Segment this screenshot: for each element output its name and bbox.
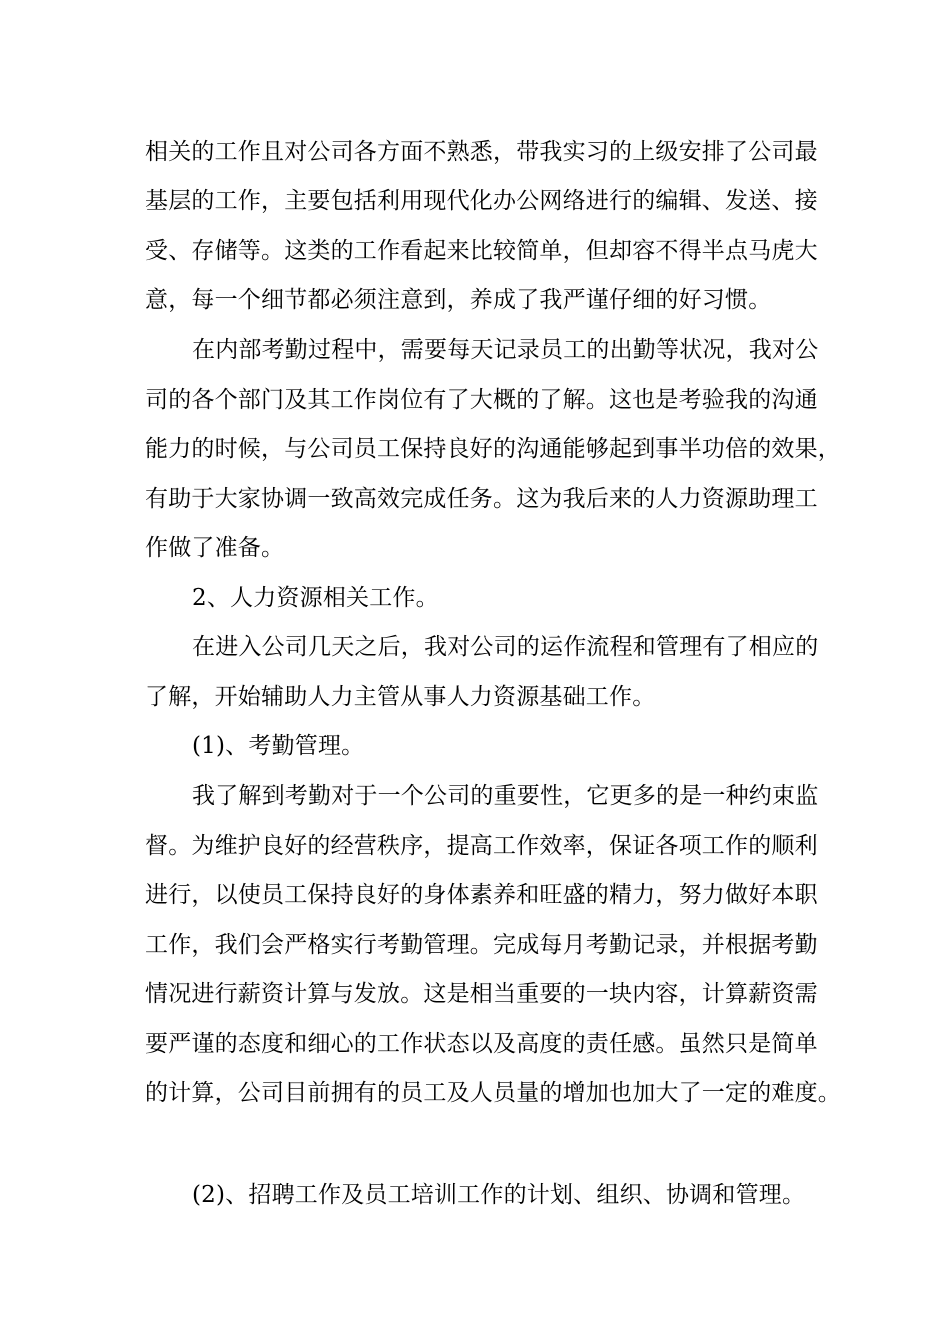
text-line: 在内部考勤过程中，需要每天记录员工的出勤等状况，我对公 xyxy=(192,337,819,363)
subsection-heading: (1)、考勤管理。 xyxy=(192,733,365,759)
text-line: 工作，我们会严格实行考勤管理。完成每月考勤记录，并根据考勤 xyxy=(145,932,818,958)
text-line: 的计算，公司目前拥有的员工及人员量的增加也加大了一定的难度。 xyxy=(145,1080,841,1106)
text-line: 能力的时候，与公司员工保持良好的沟通能够起到事半功倍的效果， xyxy=(145,436,841,462)
text-line: 作做了准备。 xyxy=(145,535,285,561)
section-heading: 2、人力资源相关工作。 xyxy=(192,585,439,611)
text-line: 基层的工作，主要包括利用现代化办公网络进行的编辑、发送、接 xyxy=(145,188,818,214)
text-line: 我了解到考勤对于一个公司的重要性，它更多的是一种约束监 xyxy=(192,783,819,809)
text-line: 情况进行薪资计算与发放。这是相当重要的一块内容，计算薪资需 xyxy=(145,981,818,1007)
text-line: 司的各个部门及其工作岗位有了大概的了解。这也是考验我的沟通 xyxy=(145,387,818,413)
subsection-heading: (2)、招聘工作及员工培训工作的计划、组织、协调和管理。 xyxy=(192,1182,806,1208)
text-line: 进行，以使员工保持良好的身体素养和旺盛的精力，努力做好本职 xyxy=(145,882,818,908)
text-line: 受、存储等。这类的工作看起来比较简单，但却容不得半点马虎大 xyxy=(145,238,818,264)
text-line: 有助于大家协调一致高效完成任务。这为我后来的人力资源助理工 xyxy=(145,486,818,512)
text-line: 在进入公司几天之后，我对公司的运作流程和管理有了相应的 xyxy=(192,634,819,660)
text-line: 要严谨的态度和细心的工作状态以及高度的责任感。虽然只是简单 xyxy=(145,1031,818,1057)
text-line: 相关的工作且对公司各方面不熟悉，带我实习的上级安排了公司最 xyxy=(145,139,818,165)
text-line: 意，每一个细节都必须注意到，养成了我严谨仔细的好习惯。 xyxy=(145,287,772,313)
text-line: 了解，开始辅助人力主管从事人力资源基础工作。 xyxy=(145,684,656,710)
text-line: 督。为维护良好的经营秩序，提高工作效率，保证各项工作的顺利 xyxy=(145,833,818,859)
